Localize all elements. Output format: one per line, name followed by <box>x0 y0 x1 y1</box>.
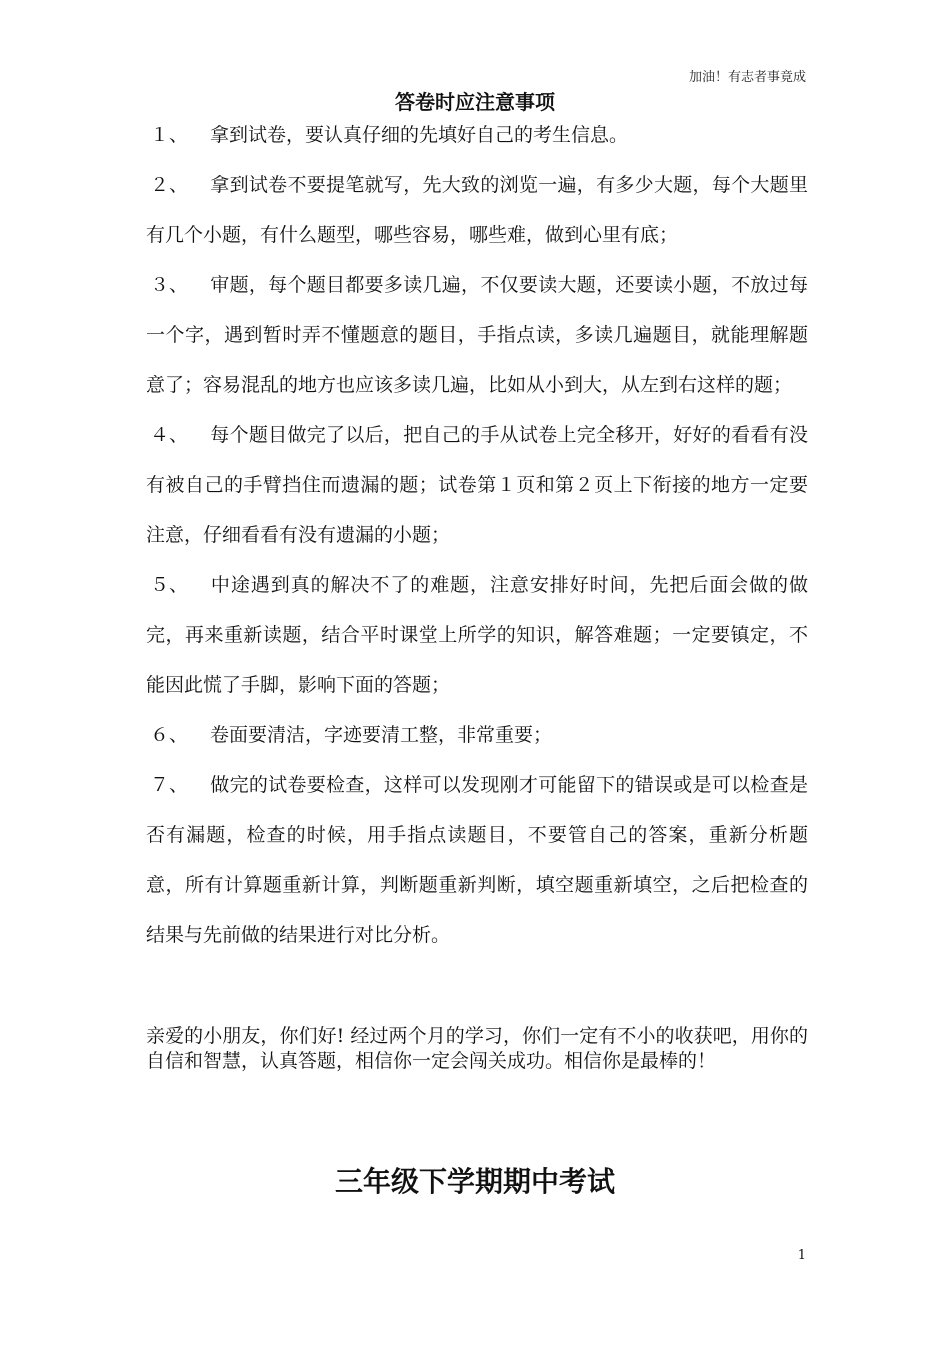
item-number: ６、 <box>150 724 189 746</box>
item-number: １、 <box>150 124 189 146</box>
list-item <box>146 110 808 160</box>
list-item <box>146 560 808 710</box>
item-text: 审题，每个题目都要多读几遍，不仅要读大题，还要读小题，不放过每一个字，遇到暂时弄不懂题意的题目，手指点读，多读几遍题目，就能理解题意了；容易混乱的地方也应该多读几遍，比如从小到大，从左到右这样的题； <box>146 274 808 396</box>
item-text: 拿到试卷不要提笔就写，先大致的浏览一遍，有多少大题，每个大题里有几个小题，有什么题型，哪些容易，哪些难，做到心里有底； <box>146 174 808 246</box>
list-item <box>146 260 808 410</box>
exam-title: 三年级下学期期中考试 <box>334 1165 615 1198</box>
list-item <box>146 760 808 960</box>
list-item <box>146 410 808 560</box>
item-text: 卷面要清洁，字迹要清工整，非常重要； <box>210 724 553 746</box>
list-item <box>146 710 808 760</box>
item-number: ３、 <box>150 274 189 296</box>
greeting-paragraph: 亲爱的小朋友，你们好! 经过两个月的学习，你们一定有不小的收获吧，用你的自信和智慧，认真答题，相信你一定会闯关成功。相信你是最棒的！ <box>146 1025 808 1072</box>
header-note: 加油！有志者事竟成 <box>688 70 806 85</box>
item-number: ５、 <box>150 574 189 596</box>
item-number: ４、 <box>150 424 189 446</box>
item-text: 拿到试卷，要认真仔细的先填好自己的考生信息。 <box>210 124 629 146</box>
item-text: 每个题目做完了以后，把自己的手从试卷上完全移开，好好的看看有没有被自己的手臂挡住而遗漏的题；试卷第１页和第２页上下衔接的地方一定要注意，仔细看看有没有遗漏的小题； <box>146 424 808 546</box>
page-title: 答卷时应注意事项 <box>395 90 555 114</box>
list-item <box>146 160 808 260</box>
item-number: ７、 <box>150 774 189 796</box>
item-text: 做完的试卷要检查，这样可以发现刚才可能留下的错误或是可以检查是否有漏题，检查的时候，用手指点读题目，不要管自己的答案，重新分析题意，所有计算题重新计算，判断题重新判断，填空题重新填空，之后把检查的结果与先前做的结果进行对比分析。 <box>146 774 808 946</box>
item-text: 中途遇到真的解决不了的难题，注意安排好时间，先把后面会做的做完，再来重新读题，结合平时课堂上所学的知识，解答难题；一定要镇定，不能因此慌了手脚，影响下面的答题； <box>146 574 808 696</box>
item-number: ２、 <box>150 174 189 196</box>
notes-list <box>146 110 808 960</box>
page-number: 1 <box>797 1248 806 1263</box>
